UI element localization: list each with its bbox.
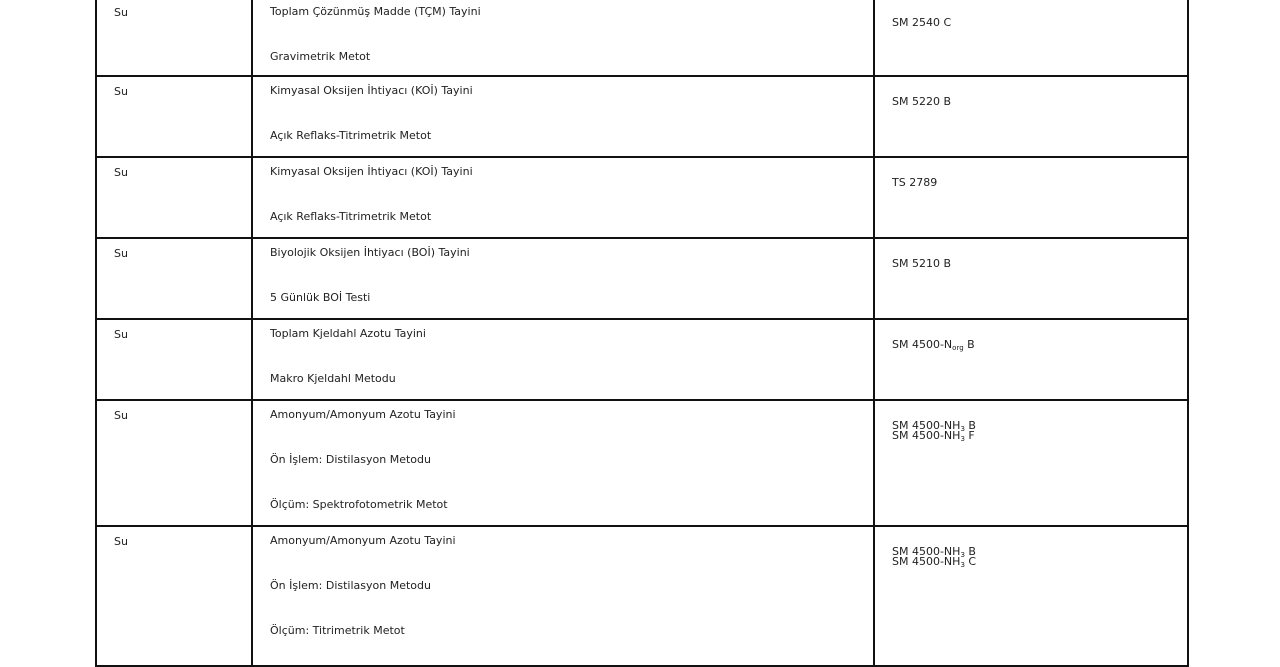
standard-code: SM 5220 B bbox=[892, 95, 952, 108]
method-description-cell bbox=[252, 400, 874, 526]
matrix-cell: Su bbox=[96, 157, 252, 238]
matrix-cell: Su bbox=[96, 400, 252, 526]
standard-subscript: 3 bbox=[960, 435, 965, 443]
standard-reference bbox=[892, 259, 1187, 269]
standard-code: SM 4500-N bbox=[892, 338, 953, 351]
standard-suffix: C bbox=[964, 555, 977, 568]
standard-code: SM 4500-NH bbox=[892, 419, 961, 432]
standard-reference bbox=[892, 340, 1187, 350]
table-row bbox=[96, 76, 1188, 157]
standard-code: SM 2540 C bbox=[892, 16, 952, 29]
method-description-line: Biyolojik Oksijen İhtiyacı (BOİ) Tayini bbox=[270, 246, 470, 259]
standard-suffix: F bbox=[964, 429, 975, 442]
table-row bbox=[96, 0, 1188, 76]
method-description-line: Ön İşlem: Distilasyon Metodu bbox=[270, 453, 431, 466]
method-description-line: Gravimetrik Metot bbox=[270, 50, 371, 63]
method-description-line: Ölçüm: Spektrofotometrik Metot bbox=[270, 498, 448, 511]
standard-code: SM 5210 B bbox=[892, 257, 952, 270]
standard-subscript: 3 bbox=[960, 551, 965, 559]
standard-reference-cell bbox=[874, 526, 1188, 666]
standard-subscript: 3 bbox=[960, 425, 965, 433]
matrix-cell: Su bbox=[96, 0, 252, 76]
table-row bbox=[96, 400, 1188, 526]
method-table-body bbox=[96, 0, 1188, 666]
standard-subscript: 3 bbox=[960, 561, 965, 569]
standard-reference-cell bbox=[874, 0, 1188, 76]
method-description-cell bbox=[252, 238, 874, 319]
method-description-line: Kimyasal Oksijen İhtiyacı (KOİ) Tayini bbox=[270, 84, 473, 97]
standard-reference-cell bbox=[874, 238, 1188, 319]
method-description-line: Makro Kjeldahl Metodu bbox=[270, 372, 396, 385]
method-description-line: Açık Reflaks-Titrimetrik Metot bbox=[270, 129, 432, 142]
method-description-cell bbox=[252, 319, 874, 400]
matrix-cell: Su bbox=[96, 319, 252, 400]
standard-code: TS 2789 bbox=[892, 176, 938, 189]
standard-reference bbox=[892, 557, 1187, 567]
standard-reference-cell bbox=[874, 319, 1188, 400]
standard-code: SM 4500-NH bbox=[892, 555, 961, 568]
standard-suffix: B bbox=[963, 338, 975, 351]
method-description-cell bbox=[252, 526, 874, 666]
standard-code: SM 4500-NH bbox=[892, 429, 961, 442]
method-description-line: Amonyum/Amonyum Azotu Tayini bbox=[270, 534, 456, 547]
method-description-line: Ön İşlem: Distilasyon Metodu bbox=[270, 579, 431, 592]
method-description-cell bbox=[252, 157, 874, 238]
method-description-cell bbox=[252, 0, 874, 76]
method-description-line: Açık Reflaks-Titrimetrik Metot bbox=[270, 210, 432, 223]
standard-reference-cell bbox=[874, 400, 1188, 526]
standard-reference bbox=[892, 431, 1187, 441]
standard-reference bbox=[892, 178, 1187, 188]
table-row bbox=[96, 319, 1188, 400]
table-row bbox=[96, 526, 1188, 666]
standard-suffix: B bbox=[964, 419, 976, 432]
table-row bbox=[96, 157, 1188, 238]
method-description-line: Kimyasal Oksijen İhtiyacı (KOİ) Tayini bbox=[270, 165, 473, 178]
matrix-cell: Su bbox=[96, 76, 252, 157]
standard-reference bbox=[892, 97, 1187, 107]
standard-suffix: B bbox=[964, 545, 976, 558]
method-description-line: 5 Günlük BOİ Testi bbox=[270, 291, 371, 304]
standard-reference bbox=[892, 18, 1187, 28]
method-description-cell bbox=[252, 76, 874, 157]
standard-reference-cell bbox=[874, 76, 1188, 157]
method-description-line: Ölçüm: Titrimetrik Metot bbox=[270, 624, 405, 637]
method-description-line: Amonyum/Amonyum Azotu Tayini bbox=[270, 408, 456, 421]
matrix-cell: Su bbox=[96, 526, 252, 666]
method-description-line: Toplam Çözünmüş Madde (TÇM) Tayini bbox=[270, 5, 481, 18]
standard-subscript: org bbox=[952, 344, 964, 352]
standard-reference-cell bbox=[874, 157, 1188, 238]
method-description-line: Toplam Kjeldahl Azotu Tayini bbox=[270, 327, 426, 340]
method-table bbox=[95, 0, 1189, 667]
table-row bbox=[96, 238, 1188, 319]
standard-code: SM 4500-NH bbox=[892, 545, 961, 558]
matrix-cell: Su bbox=[96, 238, 252, 319]
